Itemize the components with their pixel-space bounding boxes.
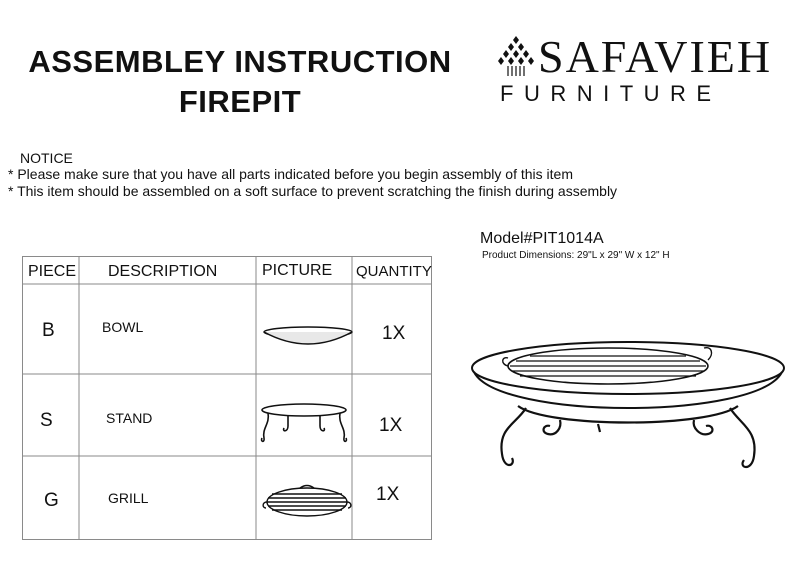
- parts-table: [22, 256, 432, 540]
- part-description: BOWL: [102, 319, 144, 335]
- piece-letter: S: [40, 410, 53, 431]
- part-quantity: 1X: [382, 323, 406, 344]
- document-subtitle: FIREPIT: [178, 84, 302, 119]
- logo-sub-text: FURNITURE: [500, 81, 722, 106]
- part-description: GRILL: [108, 490, 149, 506]
- column-header-piece: PIECE: [28, 263, 77, 280]
- model-number: Model#PIT1014A: [480, 230, 604, 247]
- notice-item: * Please make sure that you have all parts indicated before you begin assembly of this item: [8, 166, 573, 182]
- column-header-quantity: QUANTITY: [356, 263, 432, 280]
- firepit-assembled-illustration: [468, 324, 788, 484]
- logo-brand-text: SAFAVIEH: [538, 31, 773, 82]
- column-header-description: DESCRIPTION: [108, 263, 218, 280]
- safavieh-logo: [498, 30, 778, 110]
- logo-mark-icon: [498, 36, 534, 76]
- bowl-icon: [262, 324, 356, 354]
- document-title: ASSEMBLEY INSTRUCTION: [28, 44, 452, 79]
- product-dimensions: Product Dimensions: 29"L x 29" W x 12" H: [482, 250, 670, 261]
- notice-item: * This item should be assembled on a soft surface to prevent scratching the finish during assembly: [8, 183, 618, 199]
- part-quantity: 1X: [376, 484, 400, 505]
- piece-letter: G: [44, 490, 59, 511]
- grill-icon: [260, 484, 354, 520]
- column-header-picture: PICTURE: [262, 262, 333, 279]
- part-description: STAND: [106, 410, 153, 426]
- piece-letter: B: [42, 320, 55, 341]
- part-quantity: 1X: [379, 415, 403, 436]
- notice-heading: NOTICE: [20, 150, 73, 166]
- table-grid: [22, 256, 432, 540]
- stand-icon: [258, 398, 350, 448]
